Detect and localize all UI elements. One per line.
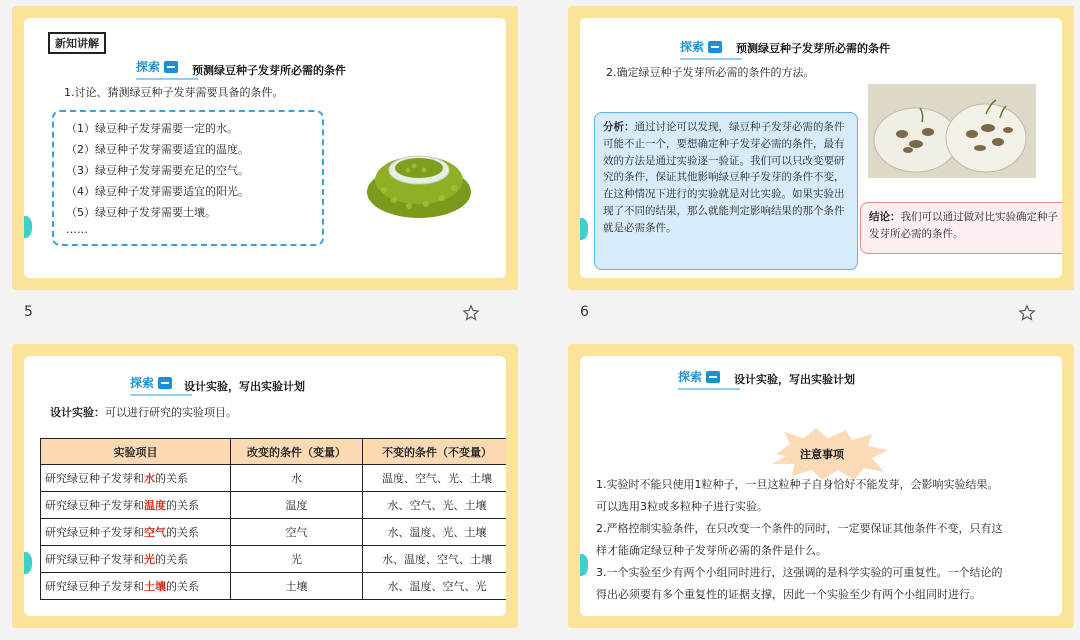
explore-label: 探索: [678, 370, 703, 384]
table-cell-project: 研究绿豆种子发芽和温度的关系: [41, 492, 231, 519]
explore-badge-icon: [158, 377, 172, 389]
table-cell-change: 温度: [231, 492, 363, 519]
analysis-box: [594, 112, 858, 270]
slide-title: 设计实验，写出实验计划: [734, 373, 855, 386]
note-line: 1.实验时不能只使用1粒种子，一旦这粒种子自身恰好不能发芽，会影响实验结果。: [596, 478, 999, 491]
experiment-plan-table: [40, 438, 506, 600]
note-line: 样才能确定绿豆种子发芽所必需的条件是什么。: [596, 544, 827, 557]
table-row: [41, 492, 507, 519]
question-text: 2.确定绿豆种子发芽所必需的条件的方法。: [606, 66, 815, 79]
sprouting-beans-photo: [868, 84, 1036, 178]
note-line: 得出必须要有多个重复性的证据支撑，因此一个实验至少有两个小组同时进行。: [596, 588, 981, 601]
star-icon[interactable]: [1018, 304, 1036, 322]
note-line: 可以选用3粒或多粒种子进行实验。: [596, 500, 768, 513]
explore-badge: [136, 58, 178, 75]
decor-dot: [580, 218, 588, 240]
table-cell-keep: 温度、空气、光、土壤: [363, 465, 507, 492]
slide-canvas: [24, 356, 506, 616]
analysis-label: 分析：: [603, 121, 635, 133]
list-item: （2）绿豆种子发芽需要适宜的温度。: [66, 143, 249, 156]
list-item: ……: [66, 223, 88, 236]
slide-canvas: [580, 356, 1062, 616]
explore-badge: [678, 368, 720, 385]
table-cell-project: 研究绿豆种子发芽和空气的关系: [41, 519, 231, 546]
slide-title: 预测绿豆种子发芽所必需的条件: [736, 42, 890, 55]
design-line: [50, 404, 237, 422]
conclusion-text: 我们可以通过做对比实验确定种子发芽所必需的条件。: [869, 211, 1058, 241]
explore-badge-icon: [708, 41, 722, 53]
conclusion-label: 结论：: [869, 211, 901, 223]
explore-badge: [130, 374, 172, 391]
table-cell-project: 研究绿豆种子发芽和水的关系: [41, 465, 231, 492]
table-cell-keep: 水、温度、空气、光: [363, 573, 507, 600]
table-cell-project: 研究绿豆种子发芽和土壤的关系: [41, 573, 231, 600]
explore-badge-icon: [706, 371, 720, 383]
conclusion-box: [860, 202, 1062, 254]
table-cell-keep: 水、温度、空气、土壤: [363, 546, 507, 573]
explore-label: 探索: [136, 60, 161, 74]
star-icon[interactable]: [462, 304, 480, 322]
explore-underline: [680, 58, 742, 60]
slide-number: 5: [24, 304, 33, 320]
list-item: （3）绿豆种子发芽需要充足的空气。: [66, 164, 249, 177]
new-knowledge-tag: 新知讲解: [48, 32, 106, 54]
explore-badge-icon: [164, 61, 178, 73]
table-header: 不变的条件（不变量）: [363, 439, 507, 465]
decor-dot: [24, 216, 32, 238]
analysis-text: 通过讨论可以发现，绿豆种子发芽必需的条件可能不止一个，要想确定种子发芽必需的条件，最有效的方法是通过实验逐一验证。我们可以只改变要研究的条件，保证其他影响绿豆种子发芽的条件不变，在这种情况下进行的实验就是对比实验。如果实验出现了不同的结果，那么就能判定影响结果的那个条件就是必需条件。: [603, 121, 845, 234]
slide-thumbnail-7[interactable]: [12, 344, 518, 628]
explore-badge: [680, 38, 722, 55]
slide-thumbnail-6[interactable]: [568, 6, 1074, 290]
table-header: 改变的条件（变量）: [231, 439, 363, 465]
table-row: [41, 546, 507, 573]
hypothesis-list: [52, 110, 324, 246]
table-row: [41, 573, 507, 600]
notice-label: 注意事项: [800, 448, 844, 461]
list-item: （4）绿豆种子发芽需要适宜的阳光。: [66, 185, 249, 198]
table-cell-change: 土壤: [231, 573, 363, 600]
decor-dot: [580, 554, 588, 576]
table-row: [41, 465, 507, 492]
list-item: （5）绿豆种子发芽需要土壤。: [66, 206, 216, 219]
slide-thumbnail-5[interactable]: [12, 6, 518, 290]
table-cell-keep: 水、温度、光、土壤: [363, 519, 507, 546]
design-text: 可以进行研究的实验项目。: [105, 406, 237, 419]
explore-underline: [136, 78, 198, 80]
explore-label: 探索: [130, 376, 155, 390]
explore-label: 探索: [680, 40, 705, 54]
slide-title: 设计实验，写出实验计划: [184, 380, 305, 393]
slide-canvas: [24, 18, 506, 278]
list-item: （1）绿豆种子发芽需要一定的水。: [66, 122, 238, 135]
slide-canvas: [580, 18, 1062, 278]
slide-thumbnail-8[interactable]: [568, 344, 1074, 628]
slide-title: 预测绿豆种子发芽所必需的条件: [192, 64, 346, 77]
table-cell-project: 研究绿豆种子发芽和光的关系: [41, 546, 231, 573]
table-cell-change: 光: [231, 546, 363, 573]
mung-beans-image: [364, 140, 474, 220]
design-label: 设计实验：: [50, 406, 105, 419]
table-cell-change: 空气: [231, 519, 363, 546]
question-text: 1.讨论、猜测绿豆种子发芽需要具备的条件。: [64, 86, 284, 99]
slide-number: 6: [580, 304, 589, 320]
table-header: 实验项目: [41, 439, 231, 465]
table-row: [41, 519, 507, 546]
explore-underline: [130, 394, 192, 396]
table-cell-change: 水: [231, 465, 363, 492]
decor-dot: [24, 552, 32, 574]
notes-list: [596, 474, 1062, 606]
note-line: 2.严格控制实验条件，在只改变一个条件的同时，一定要保证其他条件不变，只有这: [596, 522, 1003, 535]
table-cell-keep: 水、空气、光、土壤: [363, 492, 507, 519]
note-line: 3.一个实验至少有两个小组同时进行，这强调的是科学实验的可重复性。一个结论的: [596, 566, 1003, 579]
explore-underline: [678, 388, 740, 390]
